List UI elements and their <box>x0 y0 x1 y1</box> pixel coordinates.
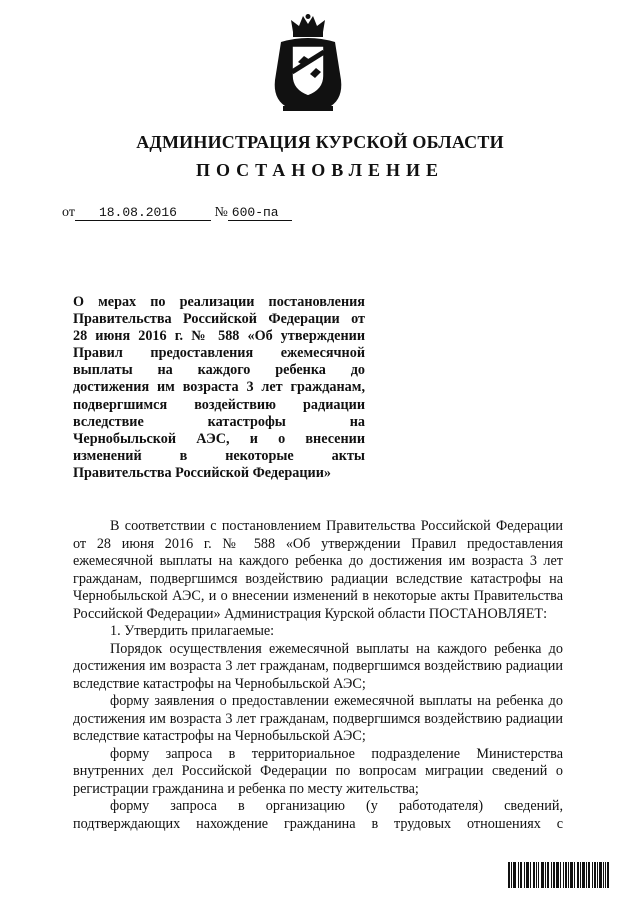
title-line: изменений в некоторые акты <box>73 447 365 464</box>
body-paragraph: форму запроса в организацию (у работодателя) сведений, подтверждающих нахождение гражданина в трудовых отношениях с <box>73 798 563 832</box>
document-title <box>73 294 365 482</box>
title-line: 28 июня 2016 г. № 588 «Об утверждении <box>73 328 365 345</box>
body-paragraph: 1. Утвердить прилагаемые: <box>110 623 275 639</box>
issuing-authority: АДМИНИСТРАЦИЯ КУРСКОЙ ОБЛАСТИ <box>136 132 504 152</box>
date-prefix: от <box>62 205 75 220</box>
body-paragraph: форму заявления о предоставлении ежемесячной выплаты на ребенка до достижения им возраста 3 лет гражданам, подвергшимся воздействию радиации вследствие катастрофы на Чернобыльской АЭС; <box>73 693 563 744</box>
document-type: ПОСТАНОВЛЕНИЕ <box>195 160 445 180</box>
title-line: Правительства Российской Федерации» <box>73 464 331 481</box>
document-body <box>73 518 563 833</box>
title-line: подвергшимся воздействию радиации <box>73 396 365 413</box>
document-meta <box>62 205 292 221</box>
title-line: О мерах по реализации постановления <box>73 294 365 310</box>
barcode-icon <box>508 862 609 888</box>
document-date: 18.08.2016 <box>75 206 211 221</box>
title-line: Правил предоставления ежемесячной <box>73 345 365 362</box>
document-number: 600-па <box>228 206 292 221</box>
coat-of-arms-emblem <box>271 14 345 112</box>
number-prefix: № <box>214 205 228 220</box>
title-line: вследствие катастрофы на <box>73 413 365 430</box>
body-paragraph: Порядок осуществления ежемесячной выплаты на каждого ребенка до достижения им возраста 3 лет гражданам, подвергшимся воздействию радиации вследствие катастрофы на Чернобыльской АЭС; <box>73 640 563 692</box>
body-paragraph: В соответствии с постановлением Правительства Российской Федерации от 28 июня 2016 г. № 588 «Об утверждении Правил предоставления ежемесячной выплаты на каждого ребенка до достижения им возраста 3 лет гражданам, подвергшимся воздействию радиации вследствие катастрофы на Чернобыльской АЭС, и о внесении изменений в некоторые акты Правительства Российской Федерации» Администрация Курской области ПОСТАНОВЛЯЕТ: <box>73 518 563 622</box>
title-line: Чернобыльской АЭС, и о внесении <box>73 430 365 447</box>
title-line: Правительства Российской Федерации от <box>73 311 365 328</box>
title-line: достижения им возраста 3 лет гражданам, <box>73 379 365 396</box>
body-paragraph: форму запроса в территориальное подразделение Министерства внутренних дел Российской Федерации по вопросам миграции сведений о регистрации гражданина и ребенка по месту жительства; <box>73 745 563 797</box>
title-line: выплаты на каждого ребенка до <box>73 362 365 379</box>
